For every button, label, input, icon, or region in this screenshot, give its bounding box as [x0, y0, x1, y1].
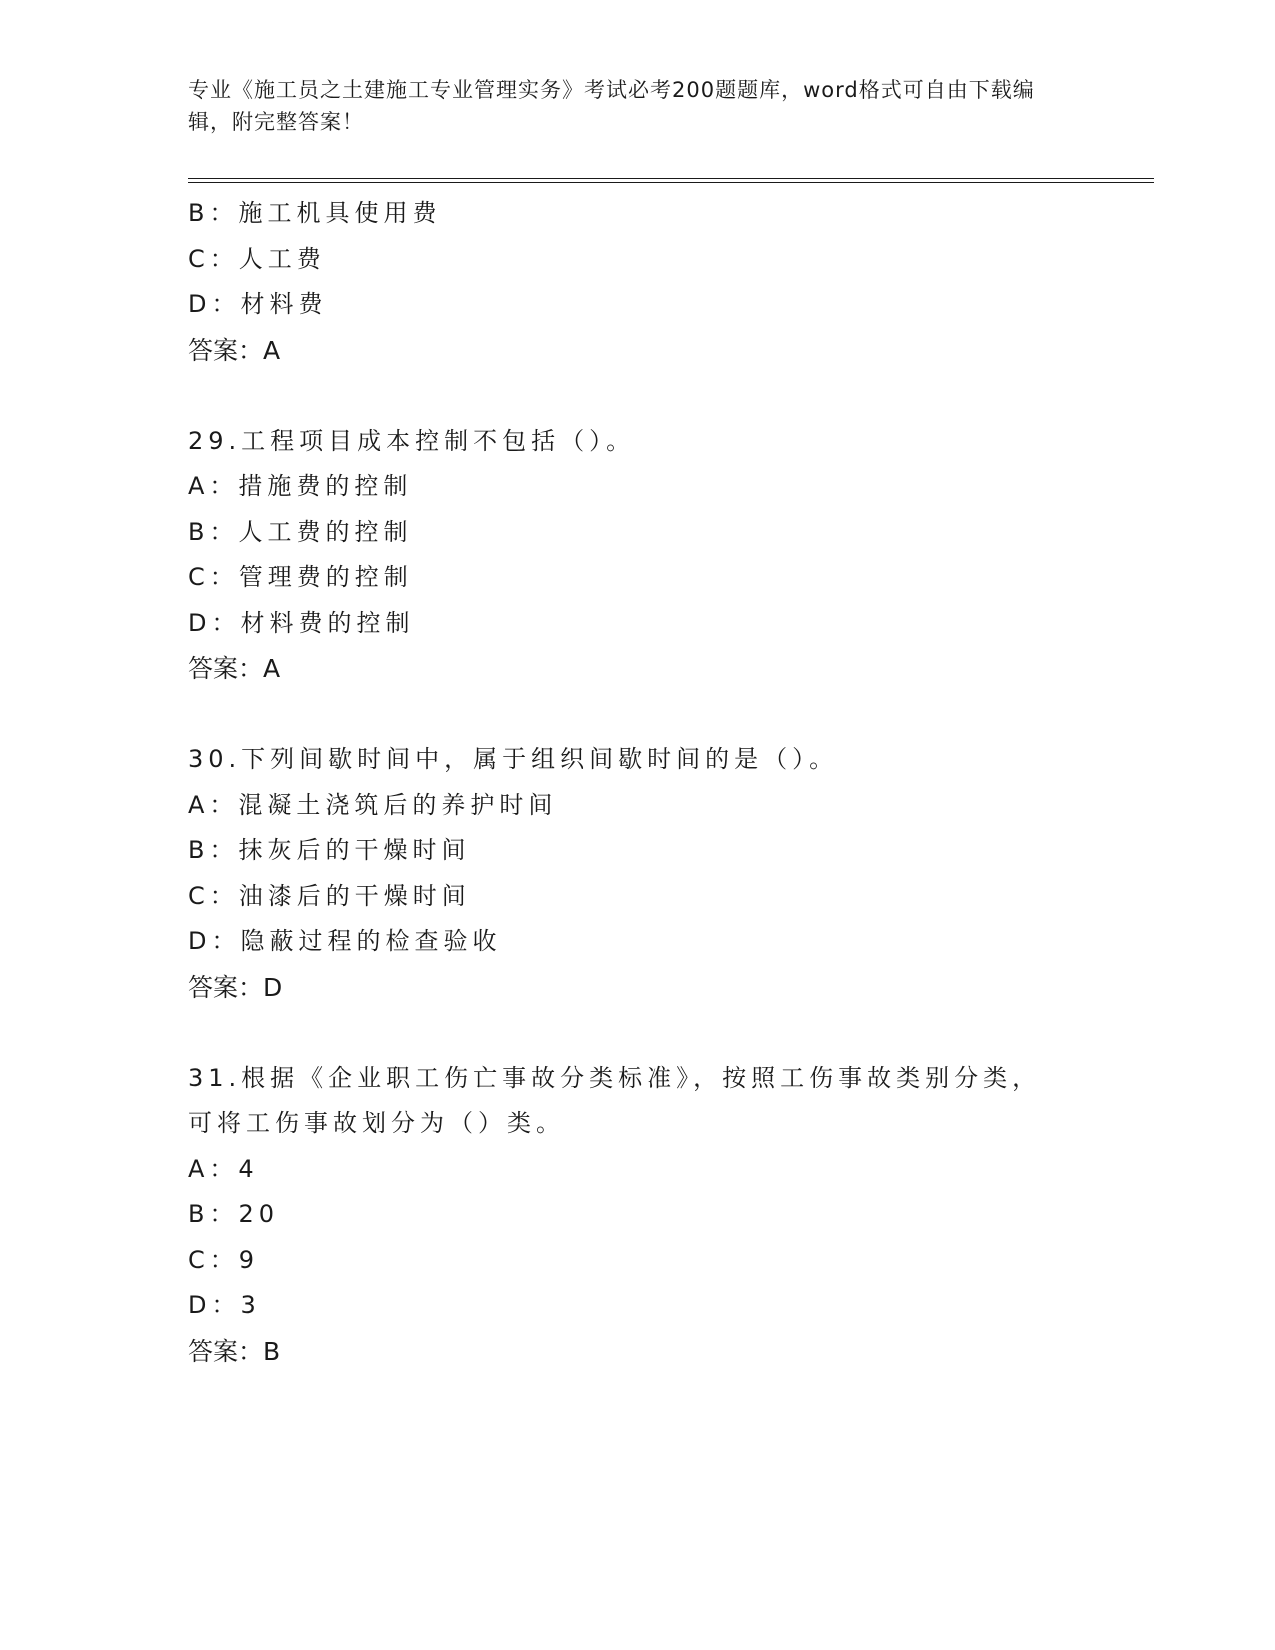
question-28: [188, 191, 1088, 373]
answer-line: 答案：D: [188, 972, 283, 1002]
option-c: C：管理费的控制: [188, 563, 413, 591]
question-text: 30.下列间歇时间中，属于组织间歇时间的是（）。: [188, 745, 839, 773]
option-d: D：3: [188, 1291, 261, 1319]
question-31: [188, 1056, 1088, 1375]
answer-line: 答案：A: [188, 654, 281, 683]
header-rule-bottom: [188, 182, 1154, 183]
question-30: [188, 737, 1088, 1010]
option-b: B：抹灰后的干燥时间: [188, 836, 471, 864]
answer-line: 答案：A: [188, 335, 281, 365]
option-a: A：措施费的控制: [188, 472, 413, 500]
question-text: 29.工程项目成本控制不包括（）。: [188, 426, 636, 455]
option-b: B：施工机具使用费: [188, 199, 442, 227]
question-text: 31.根据《企业职工伤亡事故分类标准》，按照工伤事故类别分类，可将工伤事故划分为（）类。: [188, 1063, 1042, 1137]
option-b: B：20: [188, 1200, 280, 1228]
answer-line: 答案：B: [188, 1336, 281, 1366]
option-c: C：人工费: [188, 244, 326, 273]
option-d: D：材料费: [188, 290, 328, 318]
spacer: [188, 692, 1088, 738]
option-d: D：隐蔽过程的检查验收: [188, 927, 502, 955]
spacer: [188, 373, 1088, 419]
option-a: A：4: [188, 1154, 259, 1183]
option-c: C：油漆后的干燥时间: [188, 881, 471, 910]
document-header: 专业《施工员之土建施工专业管理实务》考试必考200题题库，word格式可自由下载编辑，附完整答案！: [188, 78, 1035, 134]
spacer: [188, 1010, 1088, 1056]
header-rule-top: [188, 178, 1154, 179]
option-d: D：材料费的控制: [188, 608, 415, 637]
question-29: [188, 419, 1088, 692]
question-list: [188, 191, 1088, 1374]
option-c: C：9: [188, 1245, 260, 1274]
option-a: A：混凝土浇筑后的养护时间: [188, 790, 558, 819]
option-b: B：人工费的控制: [188, 517, 413, 546]
